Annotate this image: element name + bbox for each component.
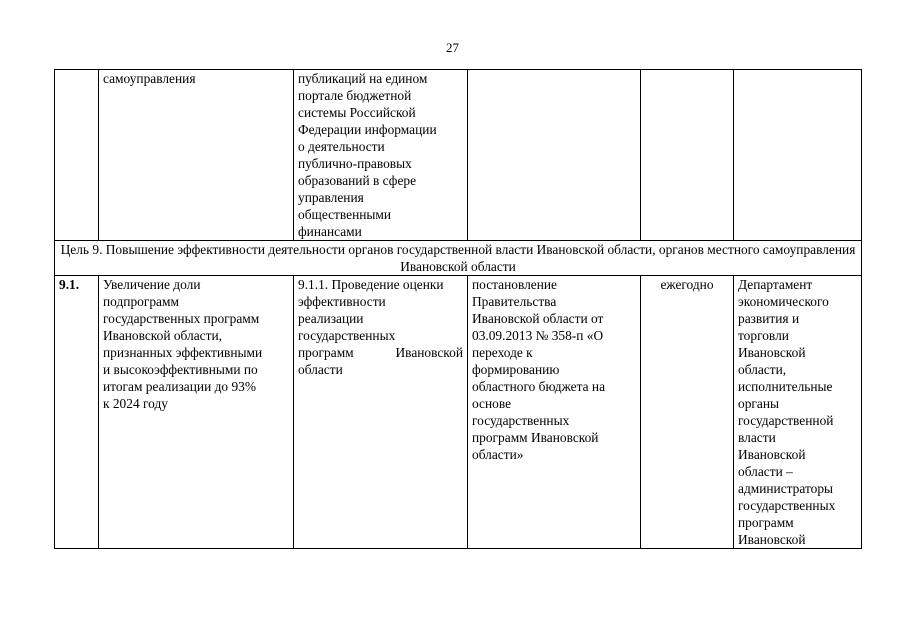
text-line: государственных [298,328,396,343]
text-line: публикаций на едином [298,71,428,86]
text-line: власти [738,430,776,445]
text-line: общественными [298,207,392,222]
text-line: подпрограмм [103,294,179,309]
text-line: реализации [298,311,364,326]
text-line: Федерации информации [298,122,437,137]
text-line: портале бюджетной [298,88,412,103]
text-line: 03.09.2013 № 358-п «О [472,328,604,343]
text-line: Ивановской [738,532,806,547]
text-line: программ Ивановской [298,345,463,360]
period-text: ежегодно [660,277,714,292]
text-line: государственной [738,413,834,428]
text-line: переходе к [472,345,533,360]
cell-responsible [734,276,862,549]
cell-target [99,70,294,241]
goal-row [55,241,862,276]
text-line: Ивановской области, [103,328,222,343]
text-line: областного бюджета на [472,379,606,394]
text-line: Ивановской [738,345,806,360]
plan-table [54,69,862,549]
page-number: 27 [446,40,459,55]
text-line: программ [738,515,794,530]
text-line: к 2024 году [103,396,168,411]
text-line: 9.1.1. Проведение оценки [298,277,444,292]
text-line: образований в сфере [298,173,417,188]
text-line: Департамент [738,277,813,292]
cell-document [468,276,641,549]
table-row-9-1 [55,276,862,549]
cell-number [55,70,99,241]
cell-measure [294,70,468,241]
text-line: формированию [472,362,560,377]
text-line: государственных [472,413,570,428]
text-line: основе [472,396,512,411]
text-line: системы Российской [298,105,416,120]
cell-measure [294,276,468,549]
text-line: о деятельности [298,139,385,154]
text-line: Увеличение доли [103,277,201,292]
text-line: области» [472,447,524,462]
cell-document [468,70,641,241]
cell-number [55,276,99,549]
text-line: программ Ивановской [472,430,599,445]
row-number: 9.1. [59,277,80,292]
text-line: признанных эффективными [103,345,263,360]
cell-target [99,276,294,549]
text-line: Правительства [472,294,557,309]
text-line: Ивановской области от [472,311,604,326]
text-line: области, [738,362,787,377]
text-line: и высокоэффективными по [103,362,258,377]
text-line: администраторы [738,481,834,496]
text-line: торговли [738,328,789,343]
goal-heading: Цель 9. Повышение эффективности деятельности органов государственной власти Ивановской области, органов местного самоуправления Ивановской области [55,241,862,276]
cell-responsible [734,70,862,241]
target-text: самоуправления [103,71,196,86]
text-line: государственных [738,498,836,513]
text-line: экономического [738,294,829,309]
text-line: развития и [738,311,800,326]
cell-period [641,70,734,241]
text-line: управления [298,190,364,205]
text-line: эффективности [298,294,386,309]
text-line: государственных программ [103,311,260,326]
text-line: постановление [472,277,558,292]
text-line: области – [738,464,793,479]
text-line: исполнительные [738,379,833,394]
text-line: органы [738,396,779,411]
text-line: итогам реализации до 93% [103,379,256,394]
text-line: финансами [298,224,362,239]
text-line: области [298,362,343,377]
text-line: Ивановской [738,447,806,462]
table-row-continuation [55,70,862,241]
text-line: публично-правовых [298,156,412,171]
cell-period [641,276,734,549]
